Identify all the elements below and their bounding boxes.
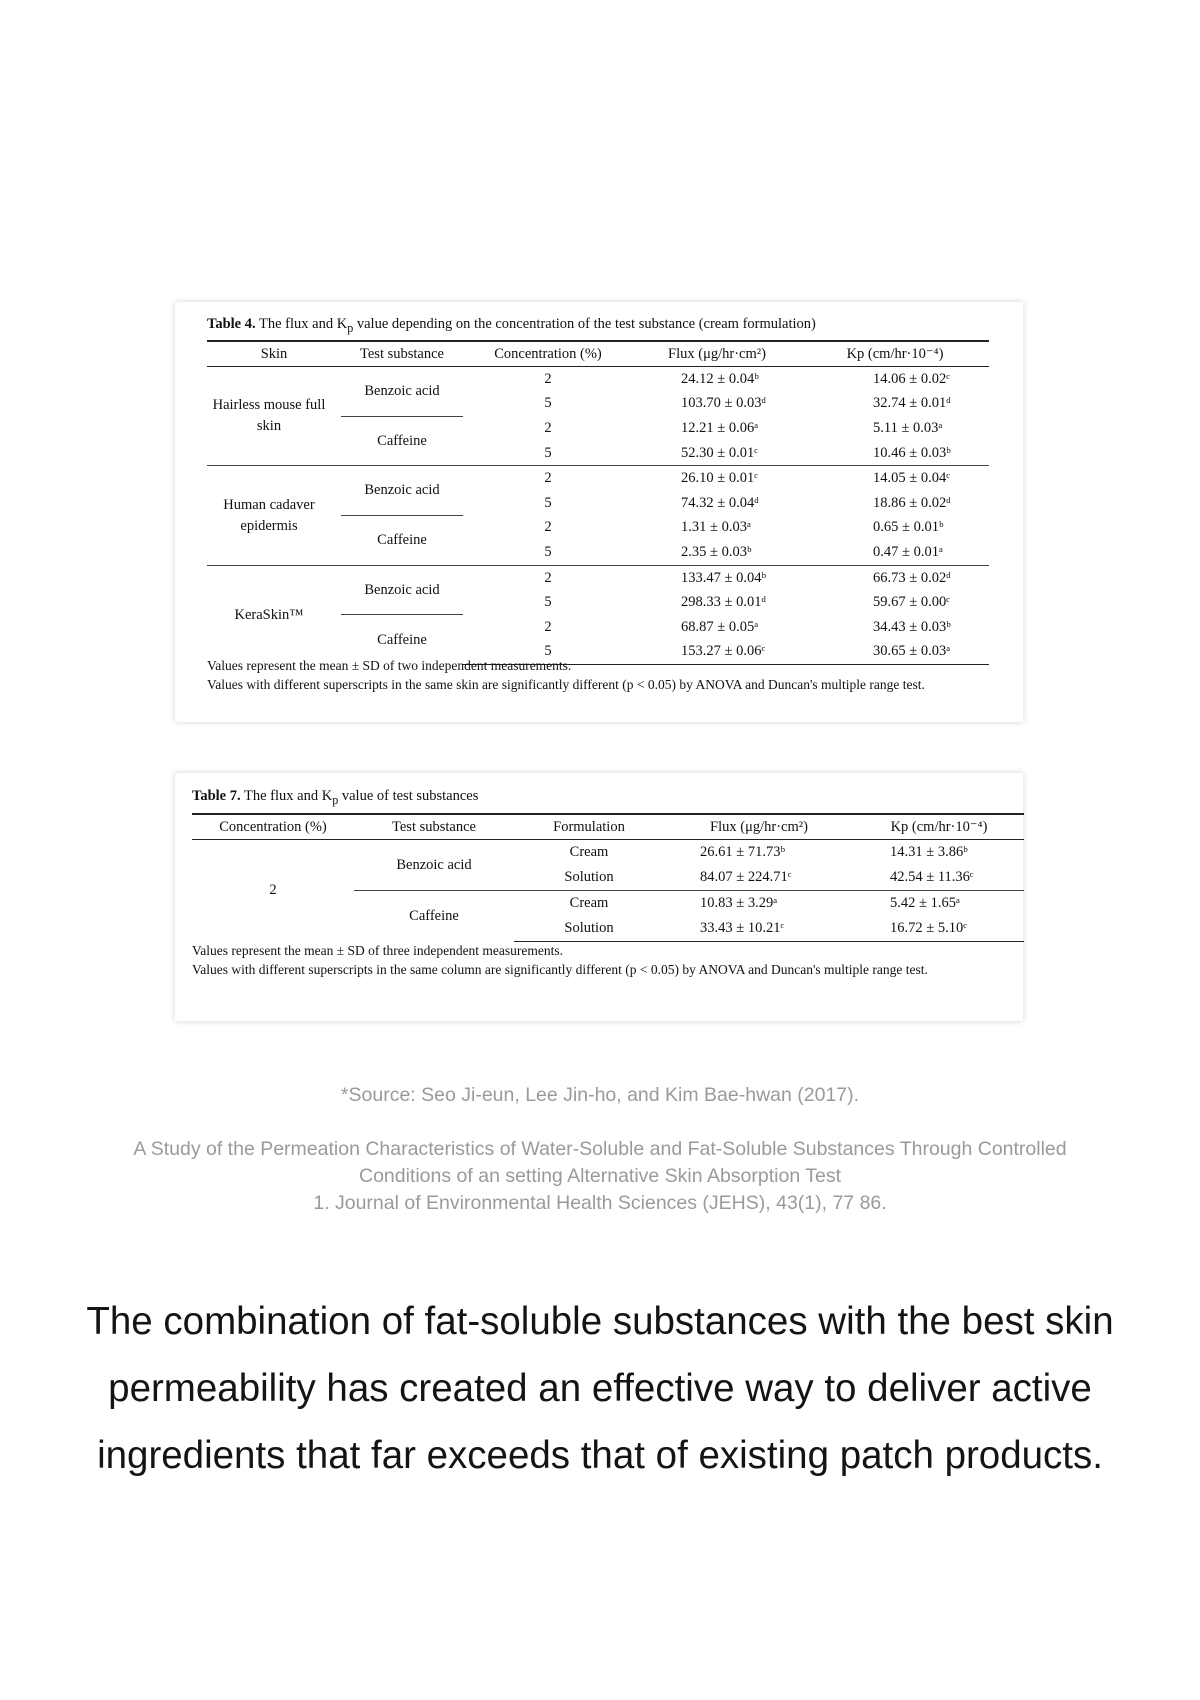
kp-cell: 34.43 ± 0.03ᵇ bbox=[873, 618, 951, 635]
concentration-cell: 5 bbox=[544, 444, 552, 461]
table-row bbox=[192, 840, 1024, 866]
table-7-caption bbox=[192, 788, 478, 808]
substance-cell: Caffeine bbox=[341, 615, 463, 665]
flux-cell: 74.32 ± 0.04ᵈ bbox=[681, 494, 759, 511]
substance-cell: Benzoic acid bbox=[341, 565, 463, 615]
table-4-figure bbox=[175, 302, 1023, 722]
flux-cell: 33.43 ± 10.21ᶜ bbox=[664, 916, 854, 942]
table-7-caption-sub: p bbox=[332, 792, 339, 807]
kp-cell: 10.46 ± 0.03ᵇ bbox=[873, 444, 951, 461]
header-test-substance: Test substance bbox=[354, 814, 514, 840]
substance-cell: Benzoic acid bbox=[364, 382, 440, 399]
table-4-notes bbox=[207, 656, 925, 694]
flux-cell: 103.70 ± 0.03ᵈ bbox=[681, 395, 766, 412]
concentration-cell: 5 bbox=[544, 543, 552, 560]
header-flux: Flux (μg/hr·cm²) bbox=[633, 341, 801, 367]
header-kp: Kp (cm/hr·10⁻⁴) bbox=[854, 814, 1024, 840]
flux-cell: 26.61 ± 71.73ᵇ bbox=[700, 844, 785, 860]
flux-cell: 12.21 ± 0.06ᵃ bbox=[681, 419, 759, 436]
table-4-note-1: Values represent the mean ± SD of two independent measurements. bbox=[207, 658, 572, 673]
substance-cell: Caffeine bbox=[341, 516, 463, 566]
table-7-caption-rest: value of test substances bbox=[341, 788, 479, 804]
body-line-2: permeability has created an effective way to deliver active bbox=[108, 1367, 1092, 1410]
kp-cell: 5.11 ± 0.03ᵃ bbox=[873, 419, 943, 436]
table-4-caption bbox=[207, 316, 816, 336]
kp-cell: 32.74 ± 0.01ᵈ bbox=[873, 395, 951, 412]
flux-cell: 298.33 ± 0.01ᵈ bbox=[681, 594, 766, 611]
concentration-cell: 2 bbox=[463, 466, 633, 491]
table-7 bbox=[192, 813, 1024, 942]
table-7-label: Table 7. bbox=[192, 788, 241, 804]
flux-cell: 153.27 ± 0.06ᶜ bbox=[633, 640, 801, 665]
kp-cell: 0.47 ± 0.01ᵃ bbox=[873, 543, 943, 560]
skin-cell: KeraSkin™ bbox=[207, 565, 341, 664]
table-row bbox=[207, 565, 989, 590]
table-7-header-row bbox=[192, 814, 1024, 840]
flux-cell: 26.10 ± 0.01ᶜ bbox=[633, 466, 801, 491]
formulation-cell: Solution bbox=[564, 869, 614, 885]
concentration-cell: 2 bbox=[269, 882, 277, 899]
concentration-cell: 5 bbox=[544, 494, 552, 511]
concentration-cell: 2 bbox=[544, 370, 552, 387]
table-4-caption-rest: value depending on the concentration of the test substance (cream formulation) bbox=[356, 316, 816, 332]
header-flux: Flux (μg/hr·cm²) bbox=[664, 814, 854, 840]
skin-cell: Hairless mouse full skin bbox=[212, 397, 326, 435]
table-7-figure bbox=[175, 773, 1023, 1021]
flux-cell: 2.35 ± 0.03ᵇ bbox=[681, 543, 752, 560]
kp-cell: 0.65 ± 0.01ᵇ bbox=[873, 519, 944, 536]
table-7-note-1: Values represent the mean ± SD of three independent measurements. bbox=[192, 943, 564, 958]
table-4 bbox=[207, 340, 989, 665]
concentration-cell: 2 bbox=[544, 419, 552, 436]
kp-cell: 18.86 ± 0.02ᵈ bbox=[873, 494, 951, 511]
substance-cell: Caffeine bbox=[341, 416, 463, 466]
header-test-substance: Test substance bbox=[341, 341, 463, 367]
table-4-caption-text: The flux and K bbox=[259, 316, 348, 332]
header-concentration: Concentration (%) bbox=[192, 814, 354, 840]
table-4-header-row bbox=[207, 341, 989, 367]
kp-cell: 5.42 ± 1.65ᵃ bbox=[854, 891, 1024, 917]
concentration-cell: 2 bbox=[544, 519, 552, 536]
body-line-3: ingredients that far exceeds that of existing patch products. bbox=[97, 1434, 1103, 1477]
source-line-1: *Source: Seo Ji-eun, Lee Jin-ho, and Kim Bae-hwan (2017). bbox=[340, 1084, 860, 1106]
table-7-caption-text: The flux and K bbox=[244, 788, 333, 804]
flux-cell: 52.30 ± 0.01ᶜ bbox=[681, 444, 758, 461]
kp-cell: 30.65 ± 0.03ᵃ bbox=[801, 640, 989, 665]
kp-cell: 66.73 ± 0.02ᵈ bbox=[801, 565, 989, 590]
substance-cell: Caffeine bbox=[354, 891, 514, 942]
kp-cell: 59.67 ± 0.00ᶜ bbox=[873, 594, 950, 611]
concentration-cell: 5 bbox=[544, 395, 552, 412]
table-4-caption-sub: p bbox=[347, 320, 354, 335]
table-4-label: Table 4. bbox=[207, 316, 256, 332]
source-reference bbox=[0, 1136, 1200, 1217]
body-paragraph bbox=[0, 1288, 1200, 1489]
concentration-cell: 5 bbox=[463, 640, 633, 665]
table-7-notes bbox=[192, 941, 1007, 979]
flux-cell: 84.07 ± 224.71ᶜ bbox=[700, 869, 792, 885]
kp-cell: 16.72 ± 5.10ᶜ bbox=[854, 916, 1024, 942]
table-row bbox=[207, 367, 989, 392]
table-4-note-2: Values with different superscripts in the same skin are significantly different (p < 0.05) by ANOVA and Duncan's multiple range test. bbox=[207, 677, 925, 692]
formulation-cell: Cream bbox=[514, 891, 664, 917]
kp-cell: 14.05 ± 0.04ᶜ bbox=[801, 466, 989, 491]
header-formulation: Formulation bbox=[514, 814, 664, 840]
concentration-cell: 5 bbox=[544, 594, 552, 611]
kp-cell: 14.31 ± 3.86ᵇ bbox=[890, 844, 968, 860]
flux-cell: 24.12 ± 0.04ᵇ bbox=[681, 370, 759, 387]
source-line-2: A Study of the Permeation Characteristics of Water-Soluble and Fat-Soluble Substances Through Controlled bbox=[133, 1138, 1067, 1160]
source-line-3: Conditions of an setting Alternative Skin Absorption Test bbox=[358, 1165, 841, 1187]
table-row bbox=[207, 466, 989, 491]
header-kp: Kp (cm/hr·10⁻⁴) bbox=[801, 341, 989, 367]
kp-cell: 42.54 ± 11.36ᶜ bbox=[890, 869, 974, 885]
source-line-4: 1. Journal of Environmental Health Sciences (JEHS), 43(1), 77 86. bbox=[313, 1192, 887, 1214]
flux-cell: 10.83 ± 3.29ᵃ bbox=[664, 891, 854, 917]
substance-cell: Benzoic acid bbox=[396, 856, 472, 873]
concentration-cell: 2 bbox=[463, 565, 633, 590]
flux-cell: 133.47 ± 0.04ᵇ bbox=[633, 565, 801, 590]
body-line-1: The combination of fat-soluble substances with the best skin bbox=[86, 1300, 1114, 1343]
kp-cell: 14.06 ± 0.02ᶜ bbox=[873, 370, 950, 387]
source-citation bbox=[0, 1082, 1200, 1109]
flux-cell: 68.87 ± 0.05ᵃ bbox=[681, 618, 759, 635]
skin-cell: Human cadaver epidermis bbox=[207, 466, 341, 565]
table-7-note-2: Values with different superscripts in the same column are significantly different (p < 0.05) by ANOVA and Duncan's multiple range test. bbox=[192, 962, 928, 977]
header-concentration: Concentration (%) bbox=[463, 341, 633, 367]
formulation-cell: Solution bbox=[514, 916, 664, 942]
substance-cell: Benzoic acid bbox=[341, 466, 463, 516]
header-skin: Skin bbox=[207, 341, 341, 367]
concentration-cell: 2 bbox=[544, 618, 552, 635]
flux-cell: 1.31 ± 0.03ᵃ bbox=[681, 519, 751, 536]
formulation-cell: Cream bbox=[569, 844, 609, 860]
